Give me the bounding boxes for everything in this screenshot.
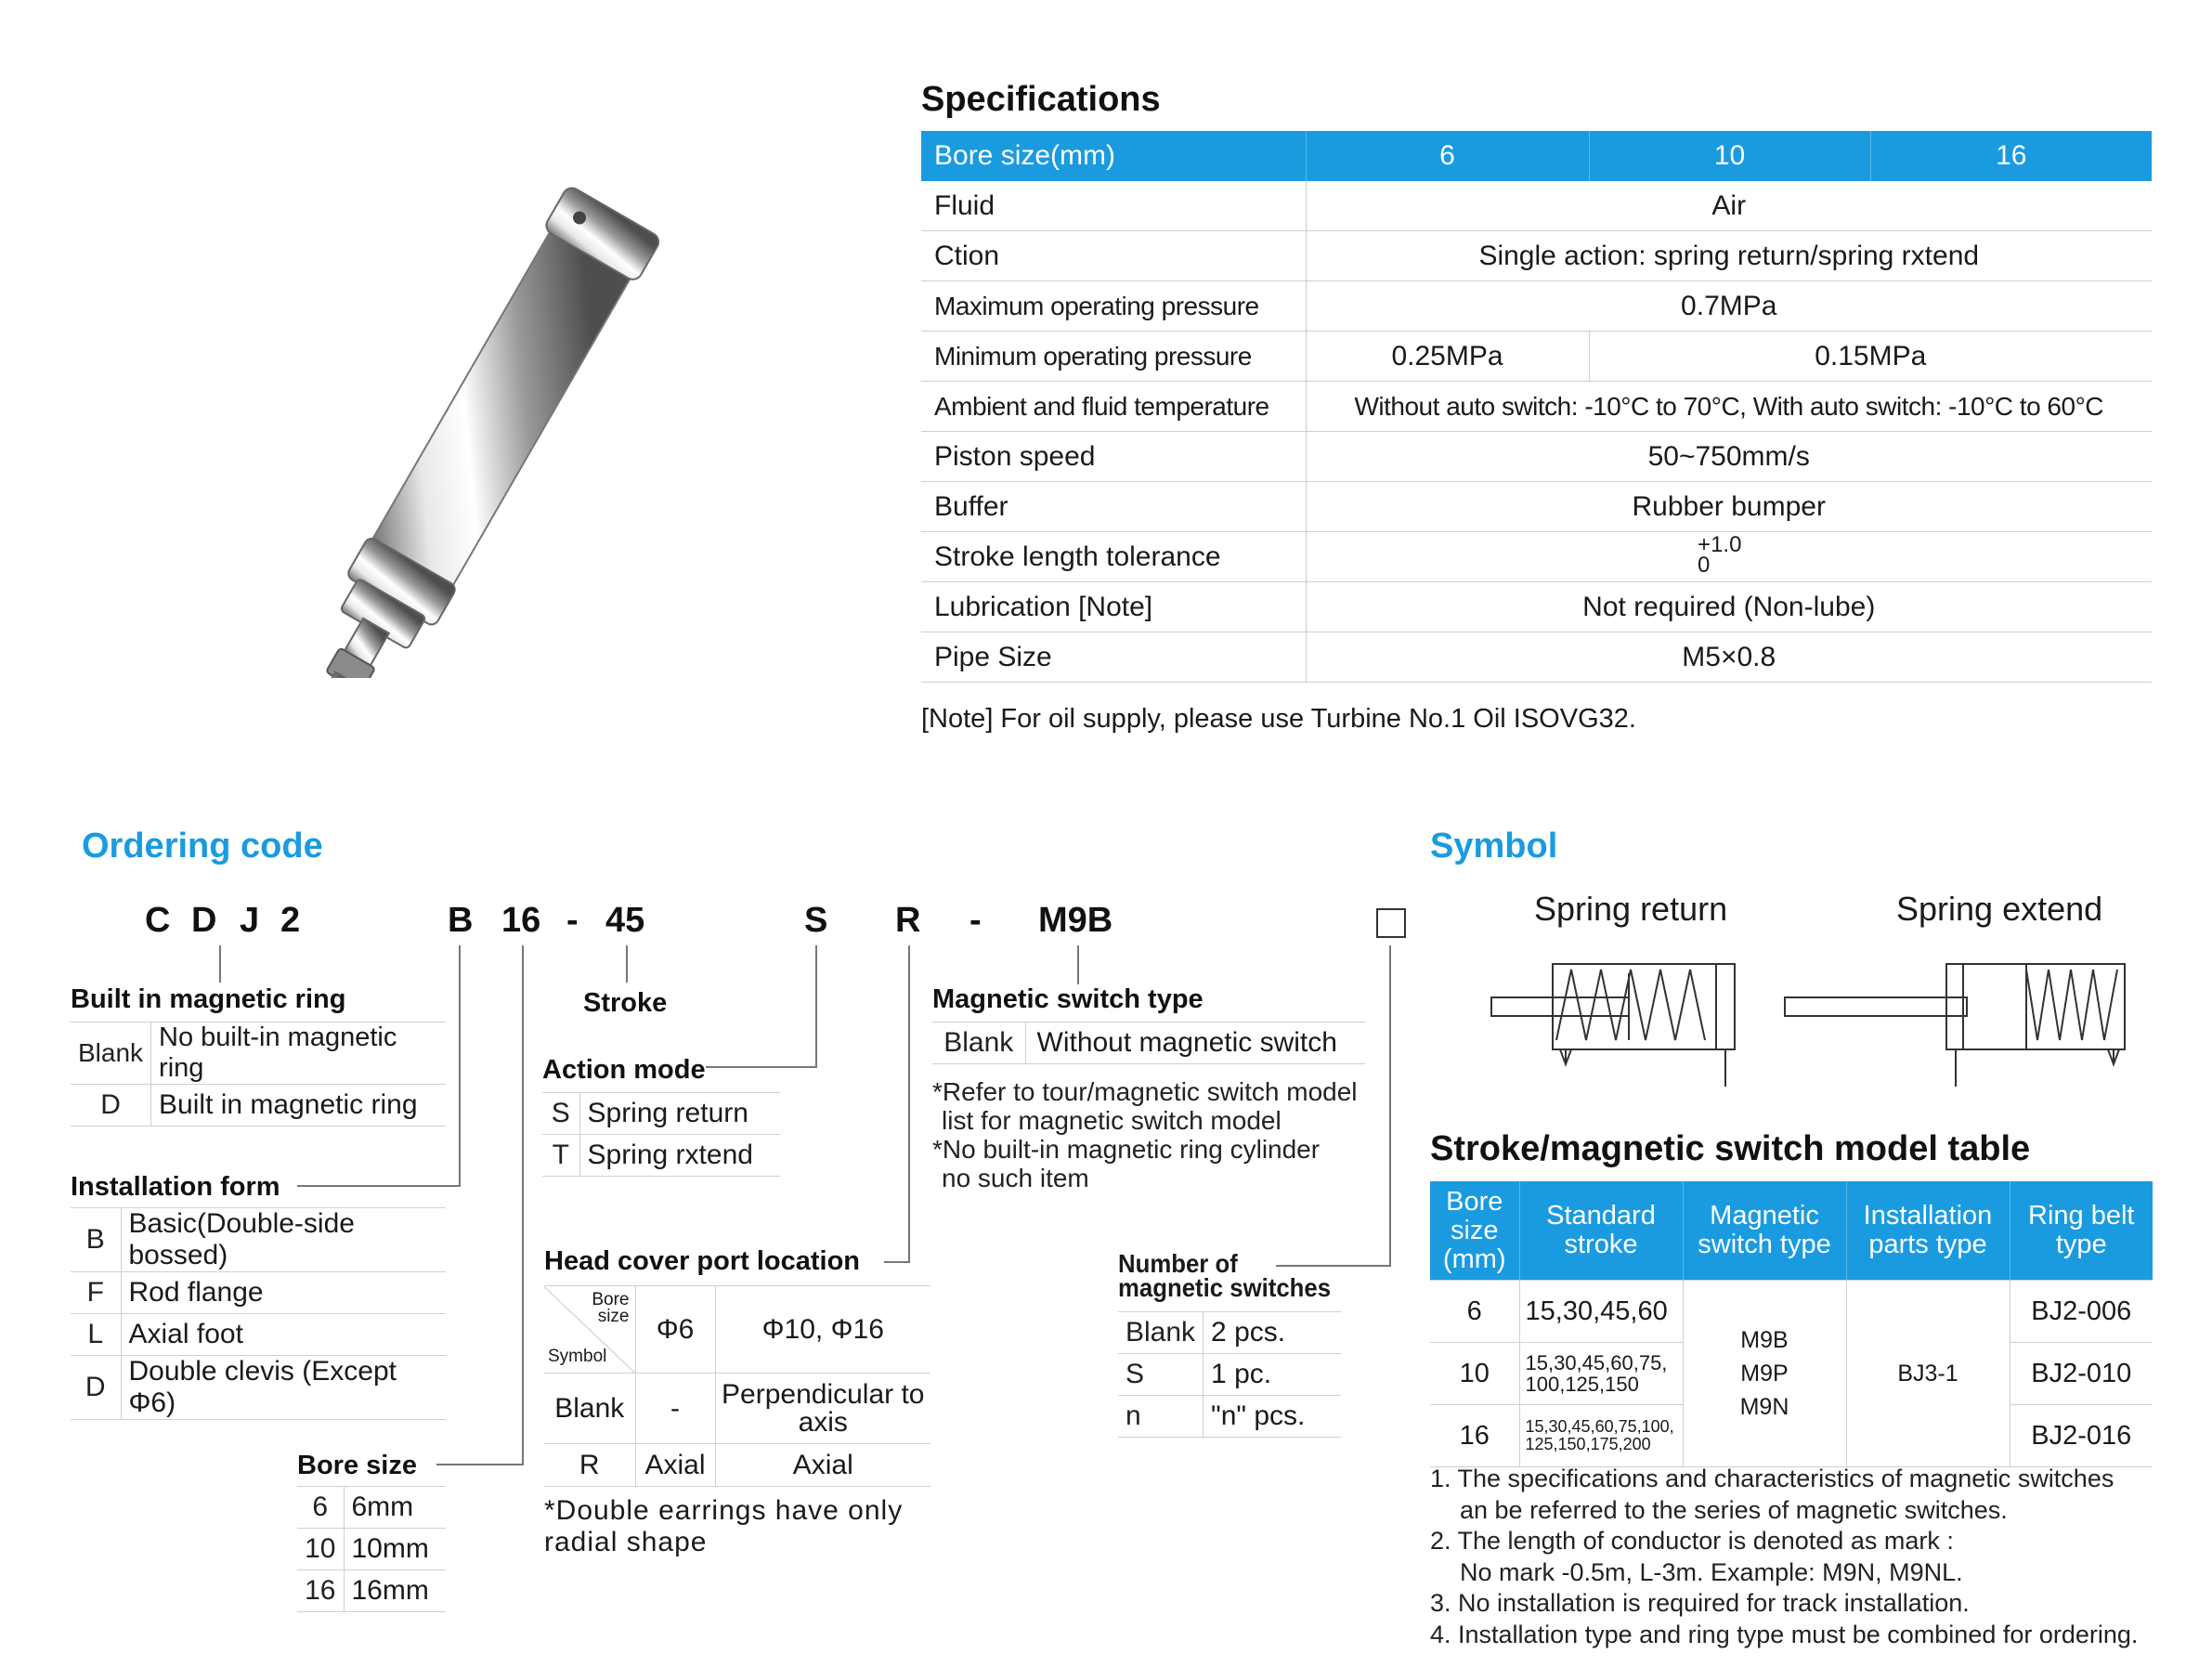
option-key: 6 xyxy=(297,1487,344,1529)
spec-row xyxy=(921,231,2152,281)
option-key: F xyxy=(71,1272,121,1314)
spec-row xyxy=(921,632,2152,683)
head-cover-cell: Axial xyxy=(715,1444,930,1487)
stroke-title: Stroke xyxy=(583,988,668,1018)
head-cover-key: Blank xyxy=(544,1374,635,1444)
switch-note: no such item xyxy=(942,1164,1089,1192)
installation-form-table xyxy=(71,1207,446,1420)
spec-row xyxy=(921,532,2152,582)
stroke-table-notes xyxy=(1430,1464,2138,1650)
connector-line xyxy=(706,1066,817,1068)
spec-value: Rubber bumper xyxy=(1306,482,2152,532)
stroke-switch-table xyxy=(1430,1181,2153,1467)
code-c: C xyxy=(145,901,171,940)
head-cover-col: Φ10, Φ16 xyxy=(715,1286,930,1374)
option-value: "n" pcs. xyxy=(1204,1396,1341,1438)
option-value: Spring rxtend xyxy=(579,1135,780,1177)
action-mode-title: Action mode xyxy=(542,1055,706,1085)
option-key: 16 xyxy=(297,1570,344,1612)
stroke-table-bore: 16 xyxy=(1430,1405,1519,1467)
bore-size-table xyxy=(297,1486,446,1612)
option-value: 10mm xyxy=(344,1529,446,1570)
option-value: Spring return xyxy=(579,1093,780,1135)
magnetic-ring-title: Built in magnetic ring xyxy=(71,984,346,1014)
option-key: B xyxy=(71,1208,121,1272)
stroke-table-header: Bore size (mm) xyxy=(1430,1181,1519,1281)
stroke-note: 4. Installation type and ring type must be combined for ordering. xyxy=(1430,1620,2139,1648)
spec-label: Fluid xyxy=(921,181,1306,231)
stroke-table-stroke: 15,30,45,60,75,100, 125,150,175,200 xyxy=(1519,1405,1683,1467)
stroke-table-header: Ring belt type xyxy=(2010,1181,2153,1281)
specifications-note: [Note] For oil supply, please use Turbine No.1 Oil ISOVG32. xyxy=(921,704,1636,734)
corner-bore-size: Bore size xyxy=(592,1290,630,1326)
option-key: L xyxy=(71,1314,121,1356)
switch-type-value: M9B xyxy=(1740,1327,1789,1353)
switch-type-value: M9P xyxy=(1740,1361,1789,1387)
stroke-note: 3. No installation is required for track installation. xyxy=(1430,1589,1970,1617)
switch-count-title-line: magnetic switches xyxy=(1118,1273,1332,1302)
stroke-table-switch-types xyxy=(1683,1281,1846,1467)
spec-value: 0.25MPa xyxy=(1306,332,1589,382)
switch-count-title-line: Number of xyxy=(1118,1249,1238,1278)
stroke-note: an be referred to the series of magnetic switches. xyxy=(1460,1495,2008,1524)
specifications-table xyxy=(921,131,2152,683)
option-value: 6mm xyxy=(344,1487,446,1529)
spec-value: 50~750mm/s xyxy=(1306,432,2152,482)
option-value: 1 pc. xyxy=(1204,1354,1341,1396)
bore-size-title: Bore size xyxy=(297,1451,417,1480)
symbol-title: Symbol xyxy=(1430,827,1558,866)
code-dash-2: - xyxy=(969,901,982,940)
spec-value: Without auto switch: -10°C to 70°C, With auto switch: -10°C to 60°C xyxy=(1306,382,2152,432)
option-key: n xyxy=(1118,1396,1204,1438)
specifications-title: Specifications xyxy=(921,80,1161,119)
option-key: S xyxy=(542,1093,579,1135)
spec-header-col: 10 xyxy=(1589,131,1870,181)
spec-value: 0.15MPa xyxy=(1589,332,2152,382)
option-key: Blank xyxy=(71,1022,151,1085)
code-switch-count-box xyxy=(1376,908,1406,938)
spec-label: Ction xyxy=(921,231,1306,281)
spec-row xyxy=(921,482,2152,532)
spec-label: Pipe Size xyxy=(921,632,1306,683)
spec-row xyxy=(921,181,2152,231)
option-value: 16mm xyxy=(344,1570,446,1612)
option-key: T xyxy=(542,1135,579,1177)
switch-count-table xyxy=(1118,1311,1341,1438)
option-value: No built-in magnetic ring xyxy=(151,1022,446,1085)
option-key: D xyxy=(71,1085,151,1127)
stroke-table-header: Installation parts type xyxy=(1846,1181,2010,1281)
head-cover-cell: Axial xyxy=(635,1444,715,1487)
magnetic-ring-table xyxy=(71,1022,446,1127)
option-value: Axial foot xyxy=(121,1314,446,1356)
head-cover-cell: Perpendicular to axis xyxy=(715,1374,930,1444)
stroke-table-bore: 10 xyxy=(1430,1343,1519,1405)
connector-line xyxy=(908,945,910,1263)
stroke-table-ring: BJ2-010 xyxy=(2010,1343,2153,1405)
connector-line xyxy=(219,945,221,983)
stroke-table-stroke: 15,30,45,60,75, 100,125,150 xyxy=(1519,1343,1683,1405)
connector-line xyxy=(815,945,817,1068)
connector-line xyxy=(297,1185,461,1187)
connector-line xyxy=(884,1261,910,1263)
spec-header-col: 16 xyxy=(1870,131,2152,181)
option-value: Without magnetic switch xyxy=(1025,1022,1365,1064)
spec-value: M5×0.8 xyxy=(1306,632,2152,683)
spec-label: Minimum operating pressure xyxy=(921,332,1306,382)
switch-type-value: M9N xyxy=(1739,1394,1789,1420)
code-r: R xyxy=(895,901,921,940)
spring-extend-symbol xyxy=(1781,957,2134,1091)
connector-line xyxy=(626,945,628,983)
spec-value: Single action: spring return/spring rxtend xyxy=(1306,231,2152,281)
spec-row xyxy=(921,281,2152,332)
corner-symbol: Symbol xyxy=(548,1347,607,1366)
code-m9b: M9B xyxy=(1038,901,1113,940)
option-value: 2 pcs. xyxy=(1204,1312,1341,1354)
spec-value: 0.7MPa xyxy=(1306,281,2152,332)
connector-line xyxy=(436,1464,524,1465)
connector-line xyxy=(459,945,461,1187)
stroke-table-bore: 6 xyxy=(1430,1281,1519,1343)
option-value: Basic(Double-side bossed) xyxy=(121,1208,446,1272)
action-mode-table xyxy=(542,1092,780,1177)
spec-header-label: Bore size(mm) xyxy=(921,131,1306,181)
spring-return-symbol xyxy=(1486,957,1764,1091)
code-dash: - xyxy=(566,901,579,940)
spec-label: Maximum operating pressure xyxy=(921,281,1306,332)
switch-note: *No built-in magnetic ring cylinder xyxy=(932,1135,1321,1164)
stroke-table-install-part: BJ3-1 xyxy=(1846,1281,2010,1467)
connector-line xyxy=(1077,945,1079,984)
option-value: Built in magnetic ring xyxy=(151,1085,446,1127)
switch-count-title xyxy=(1118,1249,1332,1302)
spec-label: Buffer xyxy=(921,482,1306,532)
stroke-note: 1. The specifications and characteristics of magnetic switches xyxy=(1430,1465,2114,1492)
option-key: 10 xyxy=(297,1529,344,1570)
switch-note: list for magnetic switch model xyxy=(942,1106,1282,1135)
stroke-table-ring: BJ2-016 xyxy=(2010,1405,2153,1467)
spec-value: Air xyxy=(1306,181,2152,231)
head-cover-table xyxy=(544,1285,930,1487)
head-cover-col: Φ6 xyxy=(635,1286,715,1374)
connector-line xyxy=(522,945,524,1465)
switch-note: *Refer to tour/magnetic switch model xyxy=(932,1077,1358,1106)
option-key: S xyxy=(1118,1354,1204,1396)
option-key: Blank xyxy=(1118,1312,1204,1354)
code-j: J xyxy=(240,901,260,940)
switch-type-notes xyxy=(932,1077,1358,1192)
code-stroke: 45 xyxy=(605,901,645,940)
code-s: S xyxy=(804,901,828,940)
ordering-code-title: Ordering code xyxy=(82,827,323,866)
spec-row xyxy=(921,582,2152,632)
symbol-spring-extend-label: Spring extend xyxy=(1896,890,2103,928)
stroke-note: No mark -0.5m, L-3m. Example: M9N, M9NL. xyxy=(1460,1557,1963,1586)
code-2: 2 xyxy=(280,901,301,940)
spec-row xyxy=(921,432,2152,482)
stroke-table-title: Stroke/magnetic switch model table xyxy=(1430,1129,2031,1168)
installation-form-title: Installation form xyxy=(71,1172,280,1202)
spec-label: Stroke length tolerance xyxy=(921,532,1306,582)
code-b: B xyxy=(448,901,474,940)
head-cover-key: R xyxy=(544,1444,635,1487)
switch-type-table xyxy=(932,1022,1365,1064)
head-cover-note: *Double earrings have only radial shape xyxy=(544,1495,904,1557)
symbol-spring-return-label: Spring return xyxy=(1534,890,1728,928)
tolerance-upper: +1.0 xyxy=(1698,531,1742,557)
stroke-table-header: Standard stroke xyxy=(1519,1181,1683,1281)
connector-line xyxy=(1389,945,1391,1267)
code-d: D xyxy=(191,901,217,940)
stroke-table-stroke: 15,30,45,60 xyxy=(1519,1281,1683,1343)
head-cover-corner xyxy=(544,1286,635,1374)
spec-header-col: 6 xyxy=(1306,131,1589,181)
spec-row xyxy=(921,382,2152,432)
option-value: Double clevis (Except Φ6) xyxy=(121,1356,446,1420)
head-cover-cell: - xyxy=(635,1374,715,1444)
spec-label: Piston speed xyxy=(921,432,1306,482)
code-bore: 16 xyxy=(501,901,541,940)
head-cover-title: Head cover port location xyxy=(544,1246,861,1276)
option-key: D xyxy=(71,1356,121,1420)
stroke-table-header: Magnetic switch type xyxy=(1683,1181,1846,1281)
spec-value: Not required (Non-lube) xyxy=(1306,582,2152,632)
spec-row xyxy=(921,332,2152,382)
spec-label: Ambient and fluid temperature xyxy=(921,382,1306,432)
switch-type-title: Magnetic switch type xyxy=(932,984,1204,1014)
tolerance-lower: 0 xyxy=(1698,552,1711,578)
cylinder-product-image xyxy=(167,139,836,678)
spec-value-tolerance xyxy=(1306,532,2152,582)
option-key: Blank xyxy=(932,1022,1025,1064)
spec-label: Lubrication [Note] xyxy=(921,582,1306,632)
option-value: Rod flange xyxy=(121,1272,446,1314)
stroke-note: 2. The length of conductor is denoted as mark : xyxy=(1430,1527,1954,1555)
stroke-table-ring: BJ2-006 xyxy=(2010,1281,2153,1343)
